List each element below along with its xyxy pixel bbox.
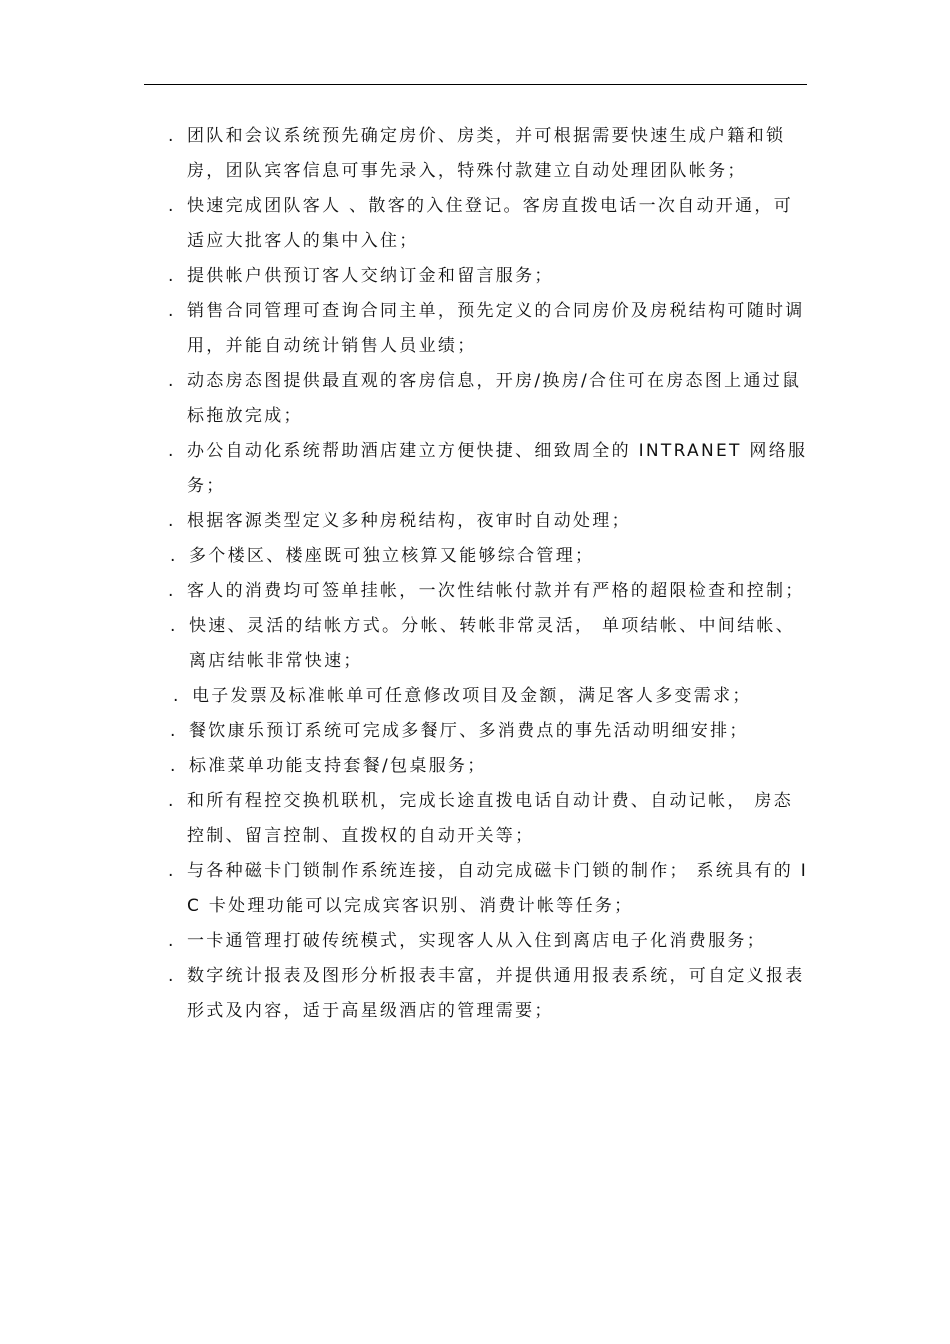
list-item-text: 客人的消费均可签单挂帐，一次性结帐付款并有严格的超限检查和控制； — [187, 581, 805, 601]
bullet: . — [168, 966, 174, 986]
list-item — [168, 364, 812, 434]
bullet: . — [168, 196, 174, 216]
list-item-text: 一卡通管理打破传统模式，实现客人从入住到离店电子化消费服务； — [187, 931, 766, 951]
bullet: . — [168, 126, 174, 146]
list-item-text: 快速、灵活的结帐方式。分帐、转帐非常灵活， 单项结帐、中间结帐、离店结帐非常快速； — [189, 616, 796, 671]
list-item — [170, 714, 812, 749]
list-item — [170, 609, 812, 679]
list-item — [170, 539, 812, 574]
bullet: . — [168, 931, 174, 951]
list-item-text: 办公自动化系统帮助酒店建立方便快捷、细致周全的 INTRANET 网络服务； — [187, 441, 808, 496]
bullet: . — [170, 546, 176, 566]
list-item-text: 销售合同管理可查询合同主单，预先定义的合同房价及房税结构可随时调用，并能自动统计销售人员业绩； — [187, 301, 805, 356]
bullet: . — [168, 301, 174, 321]
list-item — [168, 119, 812, 189]
list-item — [168, 854, 812, 924]
list-item-text: 与各种磁卡门锁制作系统连接，自动完成磁卡门锁的制作； 系统具有的 IC 卡处理功能可以完成宾客识别、消费计帐等任务； — [187, 861, 809, 916]
bullet: . — [170, 616, 176, 636]
bullet: . — [168, 581, 174, 601]
list-item — [168, 504, 812, 539]
bullet: . — [173, 686, 179, 706]
feature-list — [168, 119, 812, 1029]
list-item — [168, 189, 812, 259]
list-item — [168, 259, 812, 294]
list-item — [168, 959, 812, 1029]
list-item-text: 标准菜单功能支持套餐/包桌服务； — [189, 756, 487, 776]
list-item-text: 团队和会议系统预先确定房价、房类，并可根据需要快速生成户籍和锁房，团队宾客信息可事先录入，特殊付款建立自动处理团队帐务； — [187, 126, 786, 181]
bullet: . — [168, 861, 174, 881]
list-item — [173, 679, 812, 714]
list-item-text: 快速完成团队客人 、散客的入住登记。客房直拨电话一次自动开通，可适应大批客人的集中入住； — [187, 196, 794, 251]
list-item — [170, 749, 812, 784]
list-item-text: 提供帐户供预订客人交纳订金和留言服务； — [187, 266, 554, 286]
bullet: . — [168, 371, 174, 391]
bullet: . — [168, 441, 174, 461]
list-item-text: 餐饮康乐预订系统可完成多餐厅、多消费点的事先活动明细安排； — [189, 721, 749, 741]
list-item-text: 电子发票及标准帐单可任意修改项目及金额，满足客人多变需求； — [192, 686, 752, 706]
bullet: . — [168, 266, 174, 286]
list-item-text: 数字统计报表及图形分析报表丰富，并提供通用报表系统，可自定义报表形式及内容，适于高星级酒店的管理需要； — [187, 966, 805, 1021]
list-item — [168, 574, 812, 609]
list-item — [168, 294, 812, 364]
bullet: . — [168, 511, 174, 531]
header-rule — [144, 84, 807, 85]
list-item — [168, 924, 812, 959]
list-item-text: 动态房态图提供最直观的客房信息，开房/换房/合住可在房态图上通过鼠标拖放完成； — [187, 371, 802, 426]
list-item — [168, 784, 812, 854]
bullet: . — [170, 756, 176, 776]
list-item — [168, 434, 812, 504]
list-item-text: 根据客源类型定义多种房税结构，夜审时自动处理； — [187, 511, 631, 531]
list-item-text: 和所有程控交换机联机，完成长途直拨电话自动计费、自动记帐， 房态控制、留言控制、直拨权的自动开关等； — [187, 791, 794, 846]
bullet: . — [170, 721, 176, 741]
bullet: . — [168, 791, 174, 811]
list-item-text: 多个楼区、楼座既可独立核算又能够综合管理； — [189, 546, 595, 566]
